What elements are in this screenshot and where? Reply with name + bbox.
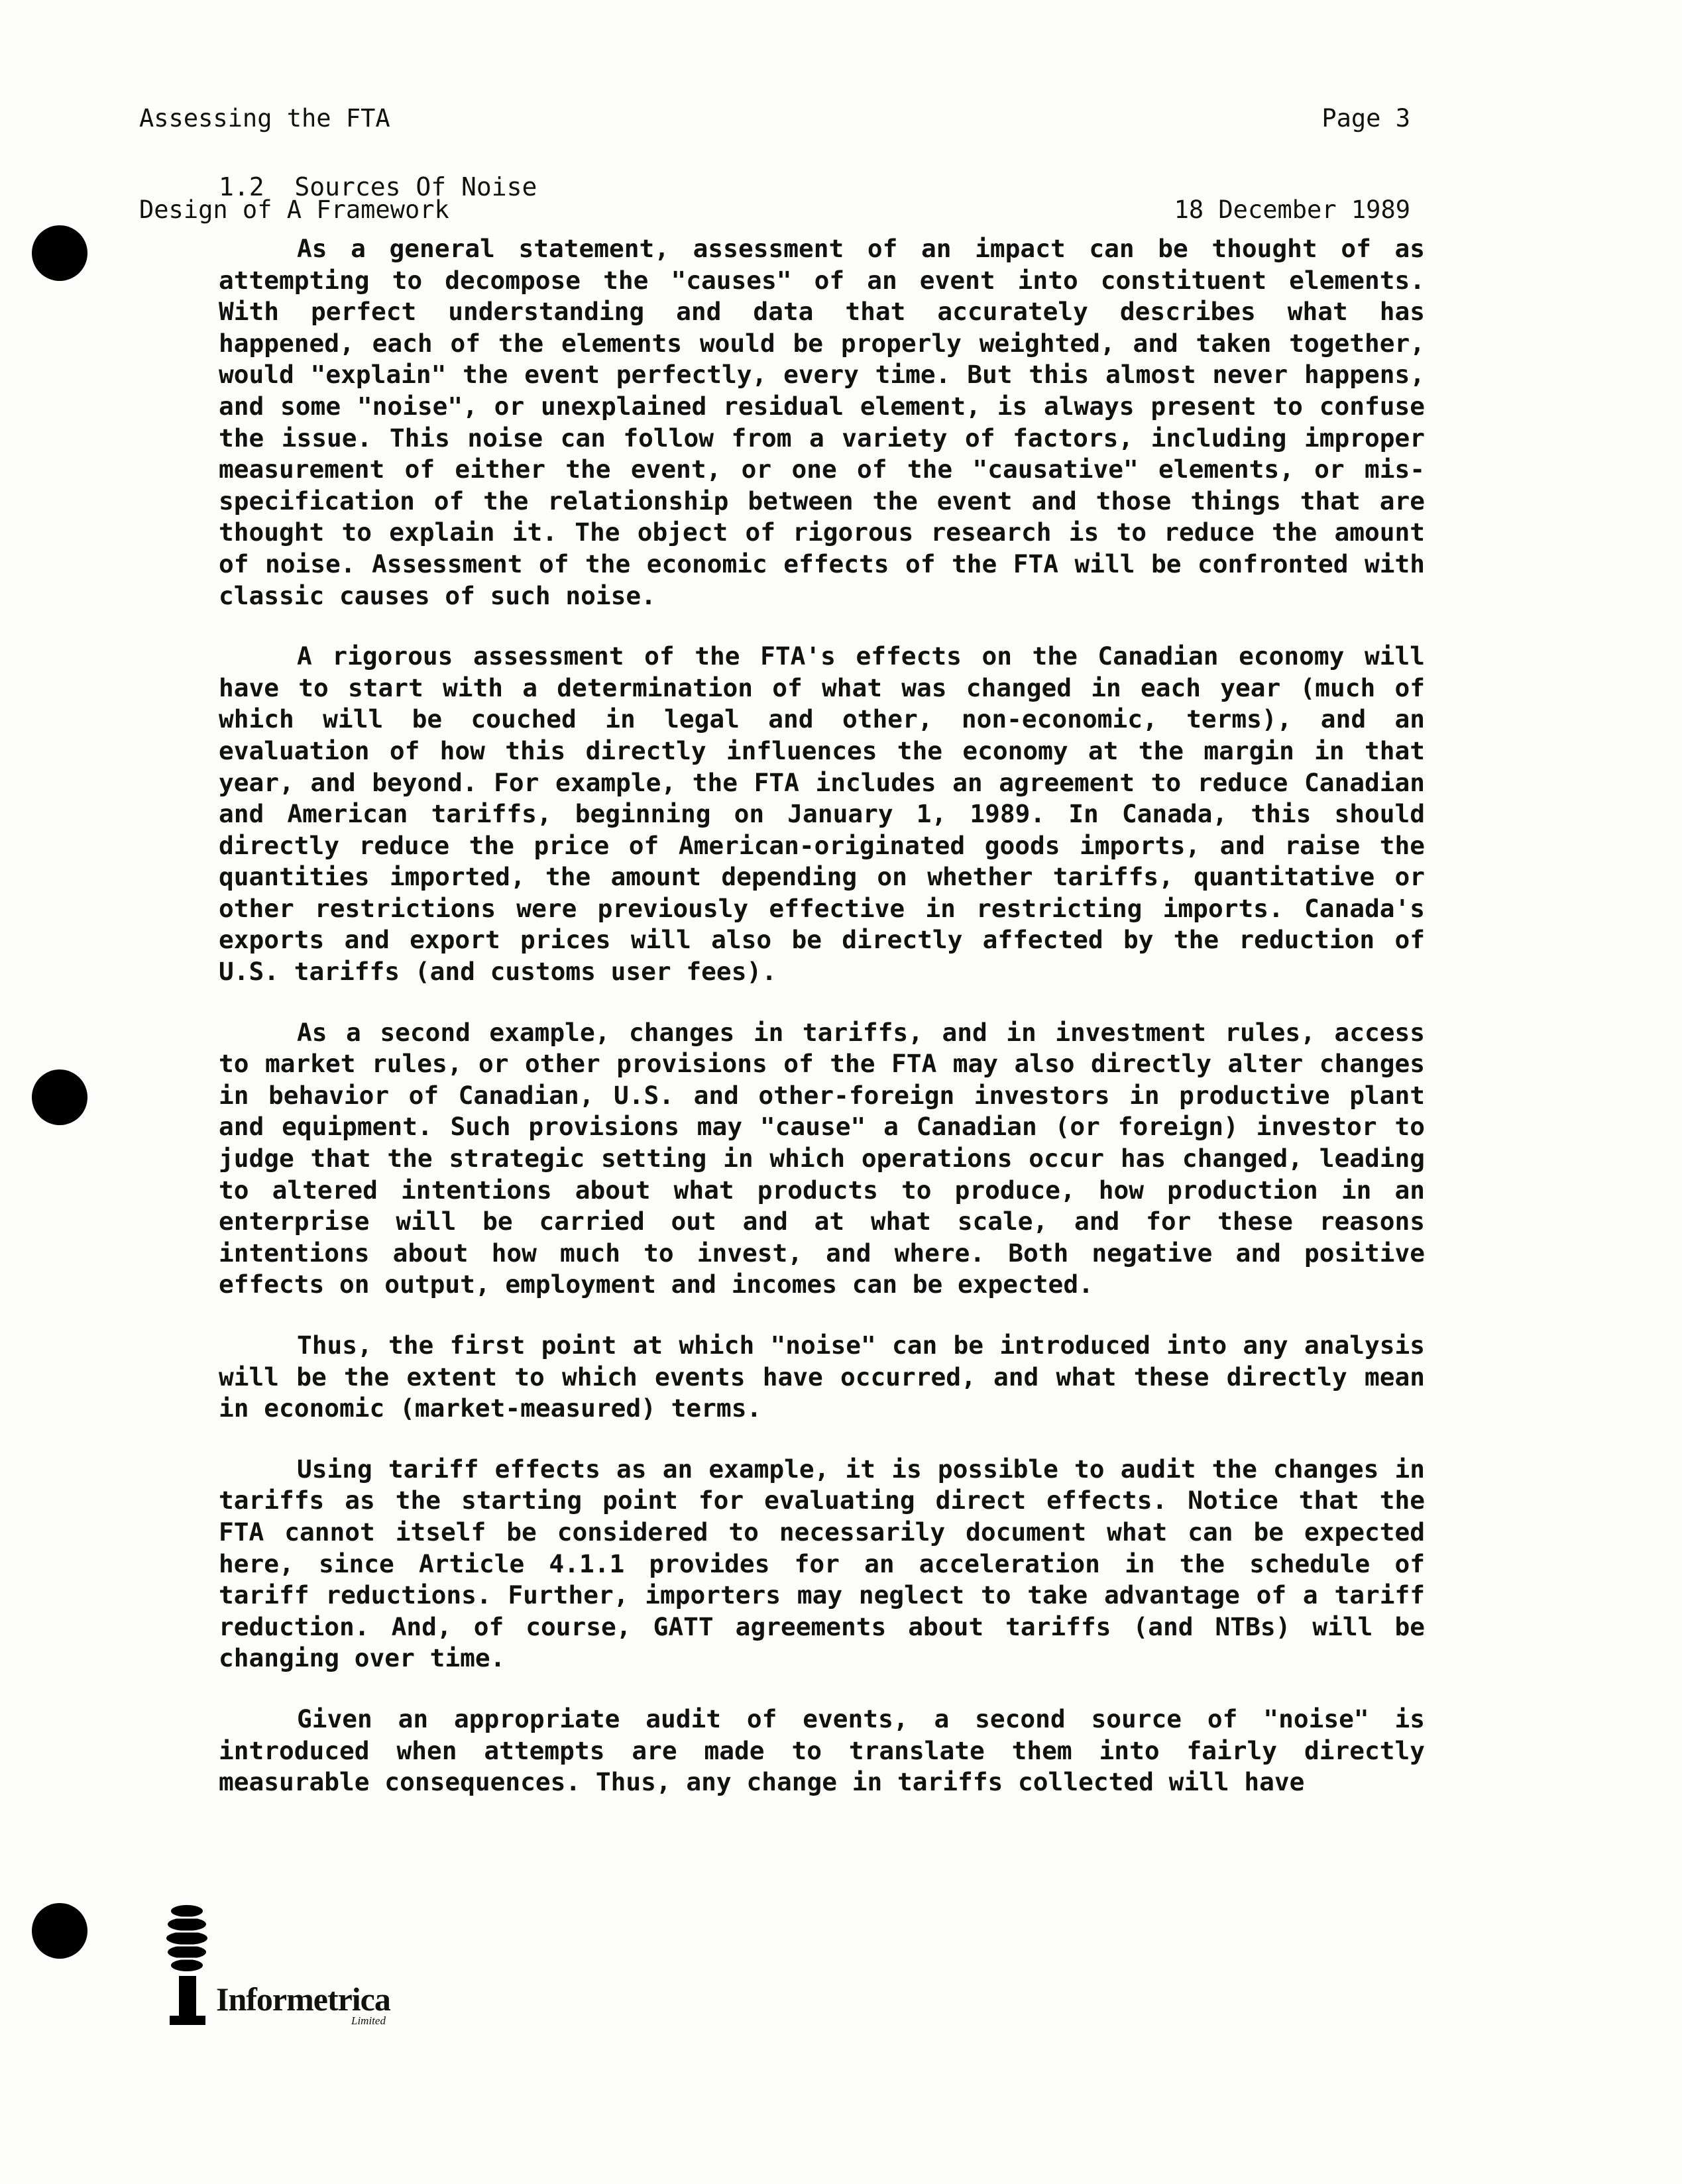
section-heading: 1.2 Sources Of Noise [219, 172, 537, 201]
logo-subtitle: Limited [351, 2014, 386, 2027]
paragraph: As a second example, changes in tariffs, and in investment rules, access to market rules, or other provisions of the FTA may also directly alter changes in behavior of Canadian, U.S. and other-foreign investors in productive plant and equipment. Such provisions may "cause" a Canadian (or foreign) investor to judge that the strategic setting in which operations occur has changed, leading to altered intentions about what products to produce, how production in an enterprise will be carried out and at what scale, and for these reasons intentions about how much to invest, and where. Both negative and positive effects on output, employment and incomes can be expected. [219, 1017, 1425, 1299]
header-subtitle: Design of A Framework [139, 195, 449, 224]
logo-wordmark: Informetrica [216, 1981, 390, 2018]
paragraph: Thus, the first point at which "noise" can be introduced into any analysis will be the extent to which events have occurred, and what these directly mean in economic (market-measured) terms. [219, 1331, 1425, 1423]
header-date: 18 December 1989 [1174, 195, 1410, 224]
paragraph: As a general statement, assessment of an impact can be thought of as attempting to decompose the "causes" of an event into constituent elements. With perfect understanding and data that accurately describes what has happened, each of the elements would be properly weighted, and taken together, would "explain" the event perfectly, every time. But this almost never happens, and some "noise", or unexplained residual element, is always present to confuse the issue. This noise can follow from a variety of factors, including improper measurement of either the event, or one of the "causative" elements, or mis-specification of the relationship between the event and those things that are thought to explain it. The object of rigorous research is to reduce the amount of noise. Assessment of the economic effects of the FTA will be confronted with classic causes of such noise. [219, 234, 1425, 610]
company-logo [163, 1902, 441, 2034]
binder-hole [32, 1903, 87, 1959]
paragraph: A rigorous assessment of the FTA's effects on the Canadian economy will have to start with a determination of what was changed in each year (much of which will be couched in legal and other, non-economic, terms), and an evaluation of how this directly influences the economy at the margin in that year, and beyond. For example, the FTA includes an agreement to reduce Canadian and American tariffs, beginning on January 1, 1989. In Canada, this should directly reduce the price of American-originated goods imports, and raise the quantities imported, the amount depending on whether tariffs, quantitative or other restrictions were previously effective in restricting imports. Canada's exports and export prices will also be directly affected by the reduction of U.S. tariffs (and customs user fees). [219, 641, 1425, 987]
binder-hole [32, 1069, 87, 1125]
header-title: Assessing the FTA [139, 104, 390, 133]
informetrica-logo-icon [163, 1902, 216, 2028]
paragraph: Given an appropriate audit of events, a second source of "noise" is introduced when attempts are made to translate them into fairly directly measurable consequences. Thus, any change in tariffs collected will have [219, 1704, 1425, 1797]
paragraph: Using tariff effects as an example, it is possible to audit the changes in tariffs as the starting point for evaluating direct effects. Notice that the FTA cannot itself be considered to necessarily document what can be expected here, since Article 4.1.1 provides for an acceleration in the schedule of tariff reductions. Further, importers may neglect to take advantage of a tariff reduction. And, of course, GATT agreements about tariffs (and NTBs) will be changing over time. [219, 1454, 1425, 1673]
body-text [219, 233, 1425, 1828]
page-number: Page 3 [1321, 104, 1410, 133]
binder-hole [32, 225, 87, 281]
